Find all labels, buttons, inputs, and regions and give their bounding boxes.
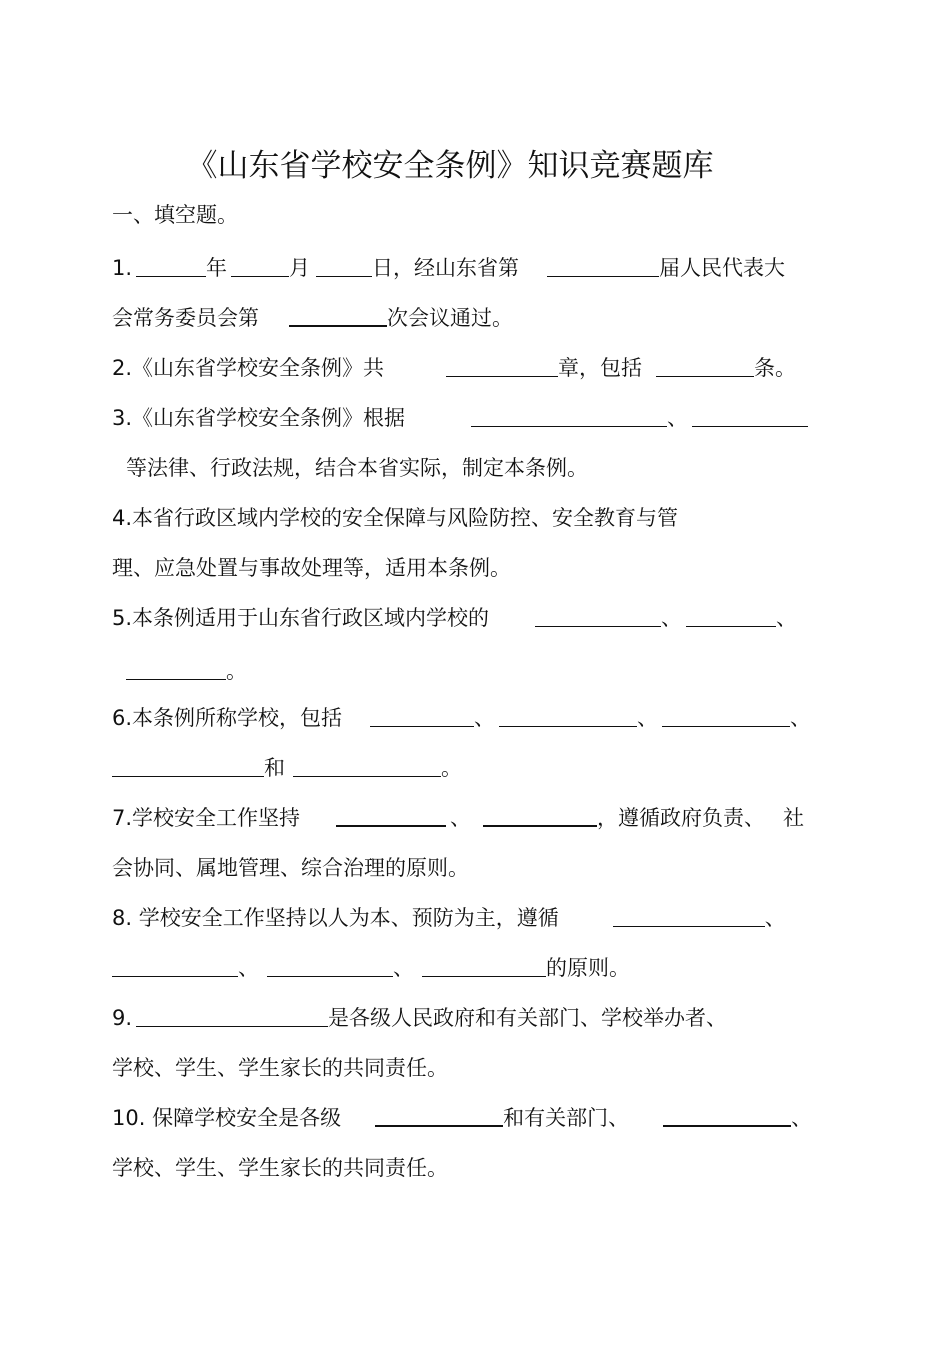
blank[interactable] — [267, 954, 393, 977]
blank[interactable] — [499, 704, 637, 727]
q1-text: 月 — [289, 256, 311, 280]
q5-text: 5.本条例适用于山东省行政区域内学校的 — [112, 606, 490, 630]
q8-text: 、 — [764, 906, 786, 930]
q3-text: 等法律、行政法规，结合本省实际，制定本条例。 — [126, 456, 588, 480]
blank[interactable] — [293, 754, 441, 777]
question-1-line-1 — [112, 253, 785, 283]
q10-text: 学校、学生、学生家长的共同责任。 — [112, 1156, 448, 1180]
q9-text: 是各级人民政府和有关部门、学校举办者、 — [328, 1006, 728, 1030]
blank[interactable] — [535, 604, 661, 627]
section-heading — [112, 200, 238, 230]
question-9-line-1 — [112, 1003, 727, 1033]
q8-text: 、 — [393, 956, 414, 980]
blank[interactable] — [692, 404, 808, 427]
q2-text: 2.《山东省学校安全条例》共 — [112, 356, 385, 380]
q1-text: 届人民代表大 — [659, 256, 786, 280]
question-1-line-2 — [112, 303, 513, 333]
blank[interactable] — [547, 254, 659, 277]
q7-text: ，遵循政府负责、 — [597, 806, 766, 830]
blank[interactable] — [663, 1103, 791, 1127]
q3-text: 3.《山东省学校安全条例》根据 — [112, 406, 406, 430]
question-10-line-2 — [112, 1153, 448, 1183]
blank[interactable] — [656, 354, 754, 377]
question-9-line-2 — [112, 1053, 448, 1083]
q6-text: 、 — [790, 706, 812, 730]
blank[interactable] — [336, 803, 446, 827]
q6-text: 和 — [264, 756, 285, 780]
q8-text: 的原则。 — [546, 956, 630, 980]
section-label: 一、填空题。 — [112, 203, 238, 227]
blank[interactable] — [136, 254, 206, 277]
blank[interactable] — [316, 254, 372, 277]
q1-text: 会常务委员会第 — [112, 306, 259, 330]
question-5-line-1 — [112, 603, 797, 633]
q5-text: 、 — [661, 606, 683, 630]
q5-text: 、 — [776, 606, 798, 630]
blank[interactable] — [375, 1103, 503, 1127]
q1-text: 次会议通过。 — [387, 306, 513, 330]
blank[interactable] — [446, 354, 558, 377]
question-7-line-2 — [112, 853, 469, 883]
q10-text: 和有关部门、 — [503, 1106, 630, 1130]
blank[interactable] — [422, 954, 546, 977]
blank[interactable] — [370, 704, 474, 727]
blank[interactable] — [136, 1004, 328, 1027]
blank[interactable] — [471, 404, 667, 427]
question-7-line-1 — [112, 803, 804, 833]
q4-text: 理、应急处置与事故处理等，适用本条例。 — [112, 556, 511, 580]
q9-text: 学校、学生、学生家长的共同责任。 — [112, 1056, 448, 1080]
question-8-line-2 — [112, 953, 630, 983]
q5-text: 。 — [226, 659, 247, 683]
q6-text: 、 — [637, 706, 659, 730]
document-title: 《山东省学校安全条例》知识竞赛题库 — [186, 148, 714, 184]
blank[interactable] — [112, 754, 264, 777]
blank[interactable] — [112, 954, 238, 977]
q6-text: 6.本条例所称学校，包括 — [112, 706, 343, 730]
q7-text: 7.学校安全工作坚持 — [112, 806, 301, 830]
question-3-line-1 — [112, 403, 808, 433]
blank[interactable] — [483, 803, 597, 827]
q1-number: 1. — [112, 256, 133, 280]
q1-text: 日，经山东省第 — [372, 256, 520, 280]
q7-text: 会协同、属地管理、综合治理的原则。 — [112, 856, 469, 880]
blank[interactable] — [613, 904, 765, 927]
q9-number: 9. — [112, 1006, 133, 1030]
question-2 — [112, 353, 796, 383]
question-4-line-2 — [112, 553, 511, 583]
q10-text: 10. 保障学校安全是各级 — [112, 1106, 342, 1130]
blank[interactable] — [686, 604, 776, 627]
question-3-line-2 — [126, 453, 588, 483]
q2-text: 章，包括 — [558, 356, 643, 380]
question-6-line-1 — [112, 703, 811, 733]
blank[interactable] — [662, 704, 790, 727]
question-10-line-1 — [112, 1103, 812, 1133]
q1-text: 年 — [206, 256, 228, 280]
question-5-line-2 — [126, 656, 247, 686]
q6-text: 、 — [474, 706, 496, 730]
question-6-line-2 — [112, 753, 462, 783]
blank[interactable] — [289, 303, 387, 327]
blank[interactable] — [126, 657, 226, 680]
q3-text: 、 — [667, 406, 689, 430]
q7-text: 社 — [783, 806, 805, 830]
q10-text: 、 — [791, 1106, 813, 1130]
question-4-line-1 — [112, 503, 678, 533]
q6-text: 。 — [441, 756, 462, 780]
q2-text: 条。 — [754, 356, 797, 380]
blank[interactable] — [231, 254, 289, 277]
q4-text: 4.本省行政区域内学校的安全保障与风险防控、安全教育与管 — [112, 506, 679, 530]
q7-text: 、 — [450, 806, 472, 830]
question-8-line-1 — [112, 903, 786, 933]
q8-text: 8. 学校安全工作坚持以人为本、预防为主，遵循 — [112, 906, 559, 930]
q8-text: 、 — [238, 956, 259, 980]
